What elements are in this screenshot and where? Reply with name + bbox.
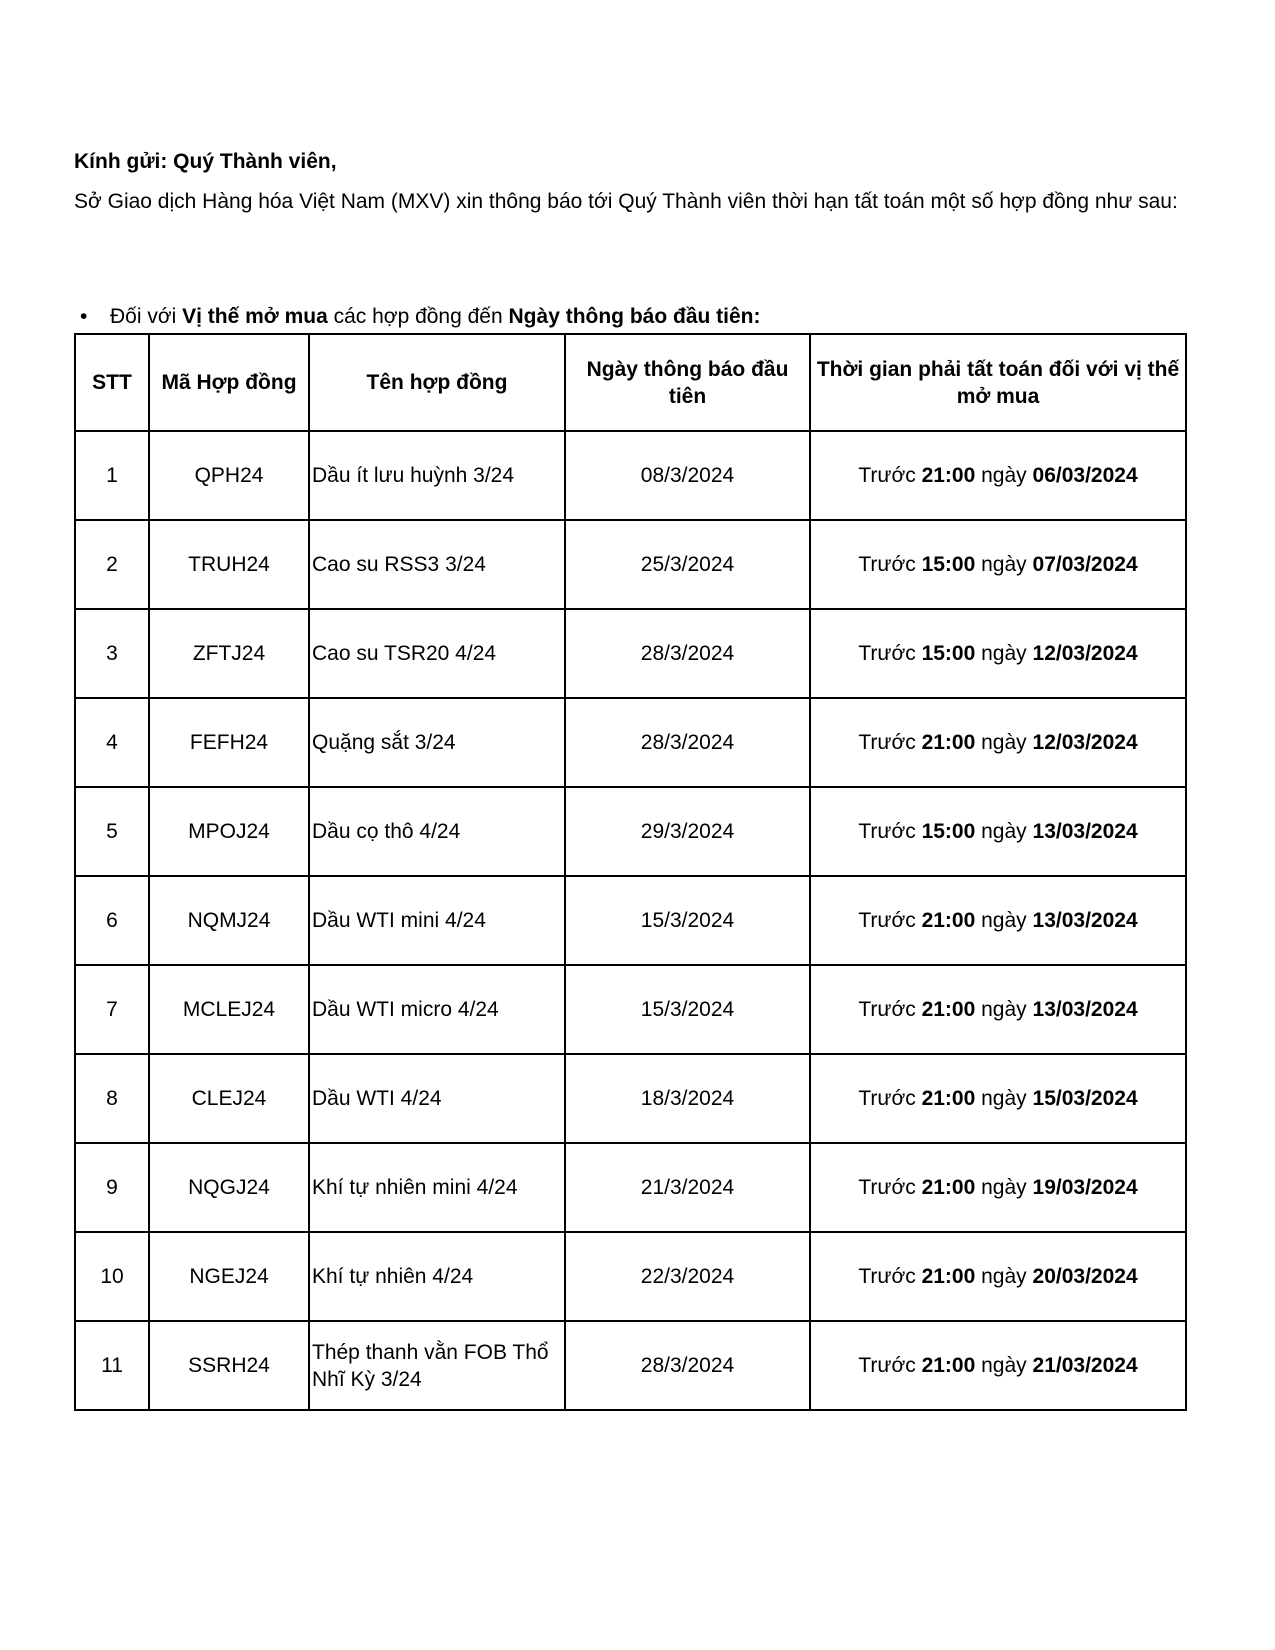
cell-deadline (810, 1321, 1186, 1410)
deadline-before-label: Trước (858, 820, 922, 843)
deadline-time: 21:00 (921, 1265, 976, 1288)
deadline-date: 15/03/2024 (1032, 1087, 1138, 1110)
cell-stt: 1 (75, 431, 149, 520)
table-row (75, 698, 1186, 787)
deadline-time: 21:00 (921, 1087, 976, 1110)
deadline-date: 07/03/2024 (1032, 553, 1138, 576)
deadline-date: 13/03/2024 (1032, 820, 1138, 843)
table-row (75, 1321, 1186, 1410)
cell-deadline (810, 520, 1186, 609)
table-row (75, 787, 1186, 876)
cell-contract-name: Dầu ít lưu huỳnh 3/24 (309, 431, 565, 520)
cell-contract-name: Khí tự nhiên mini 4/24 (309, 1143, 565, 1232)
header-stt: STT (75, 334, 149, 431)
table-row (75, 1054, 1186, 1143)
intro-paragraph: Sở Giao dịch Hàng hóa Việt Nam (MXV) xin thông báo tới Quý Thành viên thời hạn tất toán một số hợp đồng như sau: (74, 190, 1178, 213)
cell-contract-code: MCLEJ24 (149, 965, 309, 1054)
table-row (75, 965, 1186, 1054)
cell-contract-code: MPOJ24 (149, 787, 309, 876)
cell-contract-name: Khí tự nhiên 4/24 (309, 1232, 565, 1321)
bullet-middle: các hợp đồng đến (327, 305, 509, 328)
deadline-day-label: ngày (975, 731, 1033, 754)
table-row (75, 1232, 1186, 1321)
cell-contract-name: Dầu WTI micro 4/24 (309, 965, 565, 1054)
deadline-date: 13/03/2024 (1032, 998, 1138, 1021)
cell-stt: 9 (75, 1143, 149, 1232)
cell-first-notice-date: 28/3/2024 (565, 1321, 810, 1410)
cell-contract-code: ZFTJ24 (149, 609, 309, 698)
deadline-day-label: ngày (975, 553, 1033, 576)
cell-deadline (810, 1054, 1186, 1143)
deadline-before-label: Trước (858, 998, 922, 1021)
bullet-icon: • (80, 305, 88, 328)
cell-stt: 7 (75, 965, 149, 1054)
cell-deadline (810, 431, 1186, 520)
deadline-before-label: Trước (858, 1087, 922, 1110)
cell-deadline (810, 965, 1186, 1054)
cell-first-notice-date: 15/3/2024 (565, 876, 810, 965)
cell-contract-code: FEFH24 (149, 698, 309, 787)
cell-contract-code: NGEJ24 (149, 1232, 309, 1321)
cell-contract-name: Dầu WTI 4/24 (309, 1054, 565, 1143)
deadline-time: 15:00 (921, 642, 976, 665)
cell-first-notice-date: 18/3/2024 (565, 1054, 810, 1143)
cell-contract-name: Dầu cọ thô 4/24 (309, 787, 565, 876)
cell-contract-code: SSRH24 (149, 1321, 309, 1410)
cell-contract-code: NQGJ24 (149, 1143, 309, 1232)
cell-contract-name: Cao su RSS3 3/24 (309, 520, 565, 609)
table-row (75, 431, 1186, 520)
deadline-before-label: Trước (858, 731, 922, 754)
deadline-before-label: Trước (858, 1176, 922, 1199)
deadline-time: 15:00 (921, 553, 976, 576)
deadline-before-label: Trước (858, 642, 922, 665)
deadline-day-label: ngày (975, 909, 1033, 932)
cell-contract-code: QPH24 (149, 431, 309, 520)
cell-first-notice-date: 28/3/2024 (565, 698, 810, 787)
cell-contract-code: TRUH24 (149, 520, 309, 609)
cell-first-notice-date: 22/3/2024 (565, 1232, 810, 1321)
deadline-date: 21/03/2024 (1032, 1354, 1138, 1377)
deadline-time: 21:00 (921, 731, 976, 754)
cell-deadline (810, 1143, 1186, 1232)
header-deadline: Thời gian phải tất toán đối với vị thế mở mua (810, 334, 1186, 431)
cell-contract-code: CLEJ24 (149, 1054, 309, 1143)
deadline-before-label: Trước (858, 1265, 922, 1288)
cell-contract-name: Quặng sắt 3/24 (309, 698, 565, 787)
cell-stt: 5 (75, 787, 149, 876)
deadline-time: 21:00 (921, 1176, 976, 1199)
contracts-table (74, 333, 1187, 1411)
deadline-time: 21:00 (921, 998, 976, 1021)
cell-first-notice-date: 08/3/2024 (565, 431, 810, 520)
header-contract-name: Tên hợp đồng (309, 334, 565, 431)
cell-contract-name: Dầu WTI mini 4/24 (309, 876, 565, 965)
cell-first-notice-date: 15/3/2024 (565, 965, 810, 1054)
deadline-date: 06/03/2024 (1032, 464, 1138, 487)
cell-first-notice-date: 21/3/2024 (565, 1143, 810, 1232)
cell-deadline (810, 787, 1186, 876)
deadline-time: 21:00 (921, 909, 976, 932)
deadline-day-label: ngày (975, 464, 1033, 487)
cell-stt: 3 (75, 609, 149, 698)
cell-first-notice-date: 29/3/2024 (565, 787, 810, 876)
cell-stt: 10 (75, 1232, 149, 1321)
deadline-day-label: ngày (975, 1176, 1033, 1199)
header-contract-code: Mã Hợp đồng (149, 334, 309, 431)
deadline-date: 12/03/2024 (1032, 731, 1138, 754)
deadline-day-label: ngày (975, 1265, 1033, 1288)
bullet-item (80, 305, 761, 329)
cell-contract-code: NQMJ24 (149, 876, 309, 965)
header-first-notice-date: Ngày thông báo đầu tiên (565, 334, 810, 431)
cell-stt: 11 (75, 1321, 149, 1410)
cell-deadline (810, 609, 1186, 698)
deadline-date: 19/03/2024 (1032, 1176, 1138, 1199)
deadline-time: 21:00 (921, 1354, 976, 1377)
cell-deadline (810, 698, 1186, 787)
cell-contract-name: Thép thanh vằn FOB Thổ Nhĩ Kỳ 3/24 (309, 1321, 565, 1410)
cell-stt: 6 (75, 876, 149, 965)
deadline-day-label: ngày (975, 820, 1033, 843)
cell-first-notice-date: 28/3/2024 (565, 609, 810, 698)
table-header-row (75, 334, 1186, 431)
table-row (75, 1143, 1186, 1232)
table-row (75, 520, 1186, 609)
deadline-time: 21:00 (921, 464, 976, 487)
cell-stt: 4 (75, 698, 149, 787)
deadline-before-label: Trước (858, 1354, 922, 1377)
deadline-day-label: ngày (975, 1087, 1033, 1110)
greeting: Kính gửi: Quý Thành viên, (74, 150, 337, 173)
deadline-date: 20/03/2024 (1032, 1265, 1138, 1288)
cell-deadline (810, 1232, 1186, 1321)
deadline-day-label: ngày (975, 998, 1033, 1021)
cell-contract-name: Cao su TSR20 4/24 (309, 609, 565, 698)
deadline-day-label: ngày (975, 1354, 1033, 1377)
cell-first-notice-date: 25/3/2024 (565, 520, 810, 609)
deadline-time: 15:00 (921, 820, 976, 843)
deadline-before-label: Trước (858, 909, 922, 932)
table-row (75, 876, 1186, 965)
deadline-date: 12/03/2024 (1032, 642, 1138, 665)
deadline-before-label: Trước (858, 553, 922, 576)
bullet-prefix: Đối với (110, 305, 183, 328)
bullet-bold-position: Vị thế mở mua (182, 305, 328, 328)
deadline-day-label: ngày (975, 642, 1033, 665)
cell-stt: 8 (75, 1054, 149, 1143)
deadline-before-label: Trước (858, 464, 922, 487)
table-row (75, 609, 1186, 698)
cell-stt: 2 (75, 520, 149, 609)
bullet-bold-date: Ngày thông báo đầu tiên: (508, 305, 761, 328)
deadline-date: 13/03/2024 (1032, 909, 1138, 932)
cell-deadline (810, 876, 1186, 965)
